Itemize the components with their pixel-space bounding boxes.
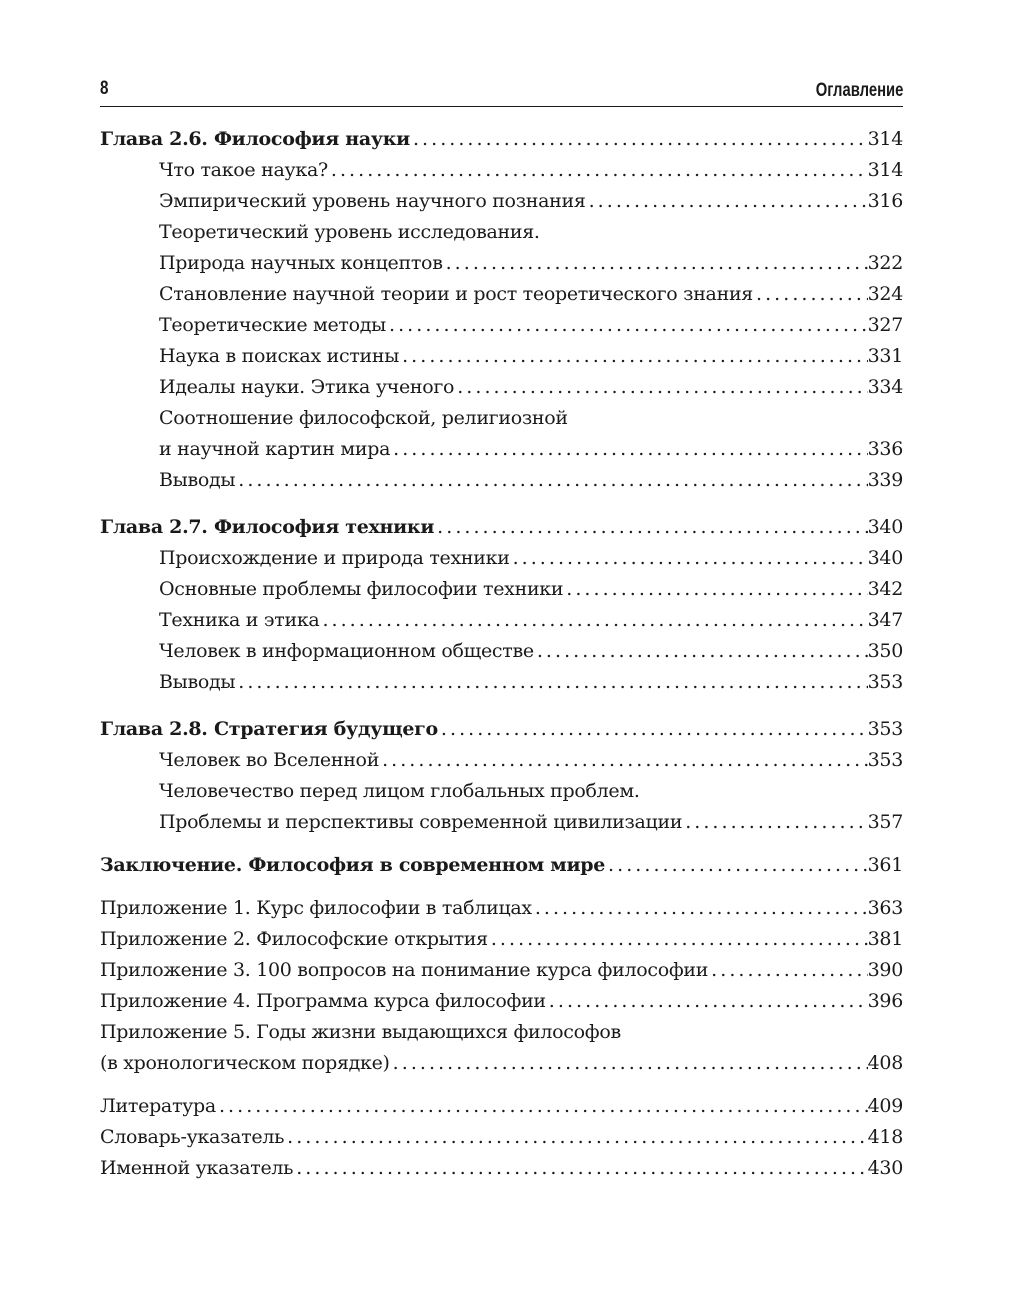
conclusion <box>100 850 903 881</box>
toc-appendix[interactable] <box>100 893 903 924</box>
dot-leader <box>534 636 868 667</box>
toc-entry-first-line: Приложение 5. Годы жизни выдающихся философов <box>100 1021 621 1043</box>
dot-leader <box>328 155 868 186</box>
dot-leader <box>216 1091 868 1122</box>
toc-entry-title: Выводы <box>159 469 236 491</box>
toc-page: 350 <box>867 640 903 662</box>
toc-entry-title: Приложение 4. Программа курса философии <box>100 990 546 1012</box>
toc-entry[interactable] <box>100 341 903 372</box>
appendices <box>100 893 903 1079</box>
toc-entry-title: Становление научной теории и рост теоретического знания <box>159 283 753 305</box>
dot-leader <box>390 1048 868 1079</box>
toc-page: 314 <box>867 159 903 181</box>
dot-leader <box>488 924 868 955</box>
toc-page: 418 <box>867 1126 903 1148</box>
toc-chapter[interactable] <box>100 124 903 155</box>
dot-leader <box>235 667 867 698</box>
dot-leader <box>443 248 868 279</box>
toc-page: 336 <box>867 438 903 460</box>
toc-entry-first-line: Соотношение философской, религиозной <box>159 407 568 429</box>
toc-page: 381 <box>867 928 903 950</box>
toc-chapter-title: Глава 2.8. Стратегия будущего <box>100 718 438 740</box>
toc-entry[interactable] <box>100 667 903 698</box>
dot-leader <box>410 124 868 155</box>
toc-entry-title: Эмпирический уровень научного познания <box>159 190 586 212</box>
toc-page: 342 <box>867 578 903 600</box>
dot-leader <box>454 372 867 403</box>
toc-entry[interactable] <box>100 217 903 279</box>
toc-entry-title: Приложение 3. 100 вопросов на понимание курса философии <box>100 959 709 981</box>
table-of-contents <box>100 124 903 1200</box>
toc-page: 340 <box>867 516 903 538</box>
toc-page: 334 <box>867 376 903 398</box>
dot-leader <box>586 186 868 217</box>
toc-page: 390 <box>867 959 903 981</box>
toc-chapter-title: Глава 2.7. Философия техники <box>100 516 435 538</box>
toc-entry-title: Приложение 2. Философские открытия <box>100 928 488 950</box>
toc-entry-title: Происхождение и природа техники <box>159 547 510 569</box>
toc-entry[interactable] <box>100 605 903 636</box>
toc-chapter-title: Заключение. Философия в современном мире <box>100 854 606 876</box>
toc-page: 408 <box>867 1052 903 1074</box>
toc-entry[interactable] <box>100 745 903 776</box>
dot-leader <box>605 850 868 881</box>
toc-page: 331 <box>867 345 903 367</box>
toc-entry-title: Основные проблемы философии техники <box>159 578 564 600</box>
toc-entry-first-line: Человечество перед лицом глобальных проблем. <box>159 780 640 802</box>
dot-leader <box>510 543 868 574</box>
toc-page: 324 <box>867 283 903 305</box>
chapter-2-8 <box>100 714 903 838</box>
dot-leader <box>235 465 867 496</box>
toc-back-entry[interactable] <box>100 1153 903 1184</box>
toc-entry-title: Человек во Вселенной <box>159 749 380 771</box>
running-title: Оглавление <box>815 80 903 101</box>
toc-entry-title: Идеалы науки. Этика ученого <box>159 376 455 398</box>
toc-entry-title: Что такое наука? <box>159 159 328 181</box>
toc-page: 314 <box>867 128 903 150</box>
dot-leader <box>753 279 868 310</box>
dot-leader <box>563 574 867 605</box>
toc-entry[interactable] <box>100 543 903 574</box>
dot-leader <box>386 310 868 341</box>
toc-entry-title: Человек в информационном обществе <box>159 640 534 662</box>
toc-entry[interactable] <box>100 574 903 605</box>
chapter-2-7 <box>100 512 903 698</box>
toc-appendix[interactable] <box>100 955 903 986</box>
toc-page: 363 <box>867 897 903 919</box>
toc-page: 316 <box>867 190 903 212</box>
dot-leader <box>319 605 867 636</box>
toc-entry-title: Природа научных концептов <box>159 252 443 274</box>
toc-chapter[interactable] <box>100 714 903 745</box>
toc-page: 409 <box>867 1095 903 1117</box>
toc-page: 357 <box>867 811 903 833</box>
toc-entry-title: (в хронологическом порядке) <box>100 1052 390 1074</box>
toc-entry[interactable] <box>100 465 903 496</box>
toc-entry-title: Техника и этика <box>159 609 320 631</box>
dot-leader <box>434 512 867 543</box>
dot-leader <box>682 807 867 838</box>
toc-entry-title: Выводы <box>159 671 236 693</box>
toc-entry-title: Наука в поисках истины <box>159 345 400 367</box>
dot-leader <box>438 714 868 745</box>
toc-entry[interactable] <box>100 310 903 341</box>
toc-page: 322 <box>867 252 903 274</box>
toc-page: 353 <box>867 718 903 740</box>
toc-entry-title: и научной картин мира <box>159 438 391 460</box>
toc-chapter-title: Глава 2.6. Философия науки <box>100 128 410 150</box>
dot-leader <box>293 1153 867 1184</box>
toc-entry[interactable] <box>100 403 903 465</box>
running-header <box>100 76 903 107</box>
toc-appendix[interactable] <box>100 1017 903 1079</box>
toc-page: 347 <box>867 609 903 631</box>
dot-leader <box>532 893 868 924</box>
toc-entry-title: Словарь-указатель <box>100 1126 285 1148</box>
toc-entry[interactable] <box>100 279 903 310</box>
toc-page: 339 <box>867 469 903 491</box>
toc-entry-title: Приложение 1. Курс философии в таблицах <box>100 897 532 919</box>
toc-page: 353 <box>867 671 903 693</box>
toc-entry[interactable] <box>100 636 903 667</box>
toc-appendix[interactable] <box>100 924 903 955</box>
toc-back-entry[interactable] <box>100 1091 903 1122</box>
toc-page: 430 <box>867 1157 903 1179</box>
toc-back-entry[interactable] <box>100 1122 903 1153</box>
page-number: 8 <box>100 78 109 99</box>
toc-entry-title: Литература <box>100 1095 216 1117</box>
toc-entry[interactable] <box>100 155 903 186</box>
toc-entry-title: Теоретические методы <box>159 314 387 336</box>
dot-leader <box>708 955 867 986</box>
back-matter <box>100 1091 903 1184</box>
toc-chapter[interactable] <box>100 850 903 881</box>
toc-entry[interactable] <box>100 186 903 217</box>
dot-leader <box>284 1122 867 1153</box>
toc-entry-title: Проблемы и перспективы современной цивилизации <box>159 811 683 833</box>
toc-page: 340 <box>867 547 903 569</box>
toc-entry[interactable] <box>100 372 903 403</box>
toc-page: 353 <box>867 749 903 771</box>
toc-entry-first-line: Теоретический уровень исследования. <box>159 221 540 243</box>
toc-entry[interactable] <box>100 776 903 838</box>
dot-leader <box>399 341 868 372</box>
toc-appendix[interactable] <box>100 986 903 1017</box>
dot-leader <box>379 745 868 776</box>
toc-chapter[interactable] <box>100 512 903 543</box>
toc-page: 327 <box>867 314 903 336</box>
dot-leader <box>390 434 868 465</box>
toc-page: 396 <box>867 990 903 1012</box>
chapter-2-6 <box>100 124 903 496</box>
toc-page: 361 <box>867 854 903 876</box>
toc-entry-title: Именной указатель <box>100 1157 294 1179</box>
dot-leader <box>546 986 868 1017</box>
